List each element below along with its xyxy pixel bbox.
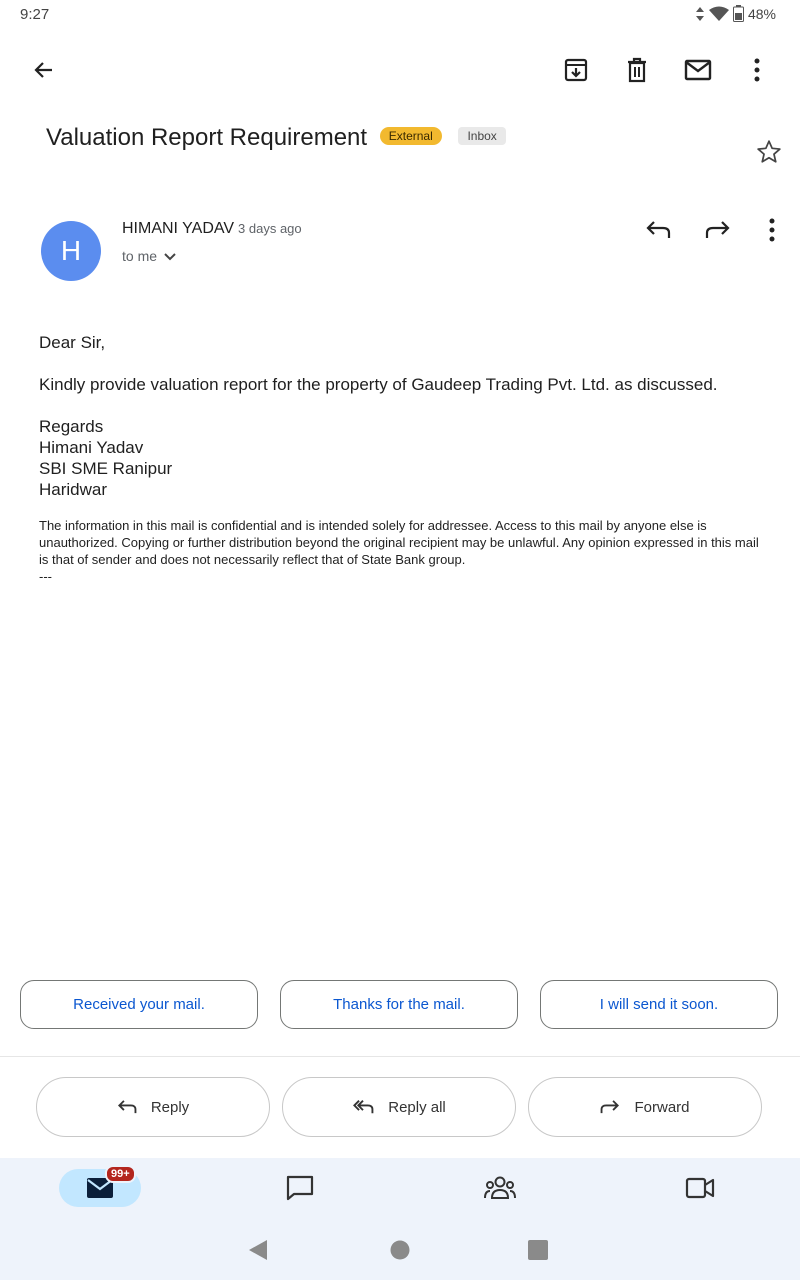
smart-reply-chip[interactable]: I will send it soon.	[540, 980, 778, 1029]
message-text: Kindly provide valuation report for the property of Gaudeep Trading Pvt. Ltd. as discussed.	[39, 375, 718, 394]
home-circle-icon	[390, 1240, 410, 1260]
unread-count-badge: 99+	[105, 1165, 136, 1183]
more-options-button[interactable]	[733, 46, 781, 94]
archive-icon	[563, 57, 589, 83]
greeting: Dear Sir,	[39, 333, 106, 352]
subject-line	[46, 124, 506, 152]
signature-line: Haridwar	[39, 480, 108, 499]
sent-time: 3 days ago	[238, 221, 302, 236]
smart-reply-chip[interactable]: Received your mail.	[20, 980, 258, 1029]
nav-chat[interactable]	[280, 1169, 320, 1207]
meet-icon	[685, 1177, 715, 1199]
system-home-button[interactable]	[384, 1234, 416, 1266]
disclaimer-text: The information in this mail is confidential and is intended solely for addressee. Access to this mail by anyone else is unauthorized. Copying or further distribution beyond the original recipient may be unlawful. Any opinion expressed in this mail is that of sender and does not necessarily reflect that of State Bank group.	[39, 518, 759, 567]
star-button[interactable]	[745, 128, 793, 176]
nav-spaces[interactable]	[480, 1169, 520, 1207]
reply-icon-button[interactable]	[634, 206, 682, 254]
signature-line: Regards	[39, 417, 104, 436]
recipients-label: to me	[122, 248, 158, 264]
divider	[0, 1056, 800, 1057]
system-back-button[interactable]	[242, 1234, 274, 1266]
status-time: 9:27	[20, 6, 50, 23]
forward-button[interactable]	[528, 1077, 762, 1137]
recents-square-icon	[528, 1240, 548, 1260]
recipients-toggle[interactable]	[122, 248, 177, 264]
sender-name[interactable]: HIMANI YADAV	[122, 220, 235, 237]
chat-icon	[286, 1175, 314, 1201]
reply-button[interactable]	[36, 1077, 270, 1137]
system-recents-button[interactable]	[522, 1234, 554, 1266]
smart-reply-chip[interactable]: Thanks for the mail.	[280, 980, 518, 1029]
reply-all-label: Reply all	[388, 1098, 446, 1116]
data-arrows-icon	[695, 6, 705, 22]
message-more-button[interactable]	[748, 206, 796, 254]
more-vert-icon	[754, 58, 760, 82]
back-button[interactable]	[20, 46, 68, 94]
mark-unread-button[interactable]	[674, 46, 722, 94]
email-subject: Valuation Report Requirement	[46, 124, 368, 151]
reply-icon	[645, 220, 671, 240]
delete-icon	[625, 57, 649, 83]
email-body	[39, 332, 718, 500]
sender-avatar[interactable]: H	[41, 221, 101, 281]
chevron-down-icon	[163, 251, 177, 261]
reply-label: Reply	[150, 1098, 190, 1116]
back-triangle-icon	[247, 1239, 269, 1261]
sender-line	[122, 220, 302, 238]
forward-icon	[600, 1099, 620, 1115]
disclaimer	[39, 517, 759, 585]
more-vert-icon	[769, 218, 775, 242]
wifi-icon	[709, 6, 729, 22]
reply-all-icon	[352, 1099, 374, 1115]
external-label: External	[380, 127, 442, 145]
star-icon	[756, 139, 782, 165]
signature-line: SBI SME Ranipur	[39, 459, 173, 478]
reply-icon	[117, 1099, 137, 1115]
reply-all-button[interactable]	[282, 1077, 516, 1137]
spaces-icon	[484, 1176, 516, 1200]
status-icons	[695, 5, 776, 22]
separator: ---	[39, 569, 52, 584]
signature-line: Himani Yadav	[39, 438, 144, 457]
archive-button[interactable]	[552, 46, 600, 94]
mark-unread-icon	[684, 59, 712, 81]
delete-button[interactable]	[613, 46, 661, 94]
forward-icon-button[interactable]	[694, 206, 742, 254]
back-arrow-icon	[32, 58, 56, 82]
inbox-label[interactable]: Inbox	[458, 127, 505, 145]
forward-icon	[705, 220, 731, 240]
battery-icon	[733, 5, 744, 22]
nav-meet[interactable]	[680, 1169, 720, 1207]
battery-percent: 48%	[747, 5, 776, 22]
forward-label: Forward	[634, 1098, 690, 1116]
